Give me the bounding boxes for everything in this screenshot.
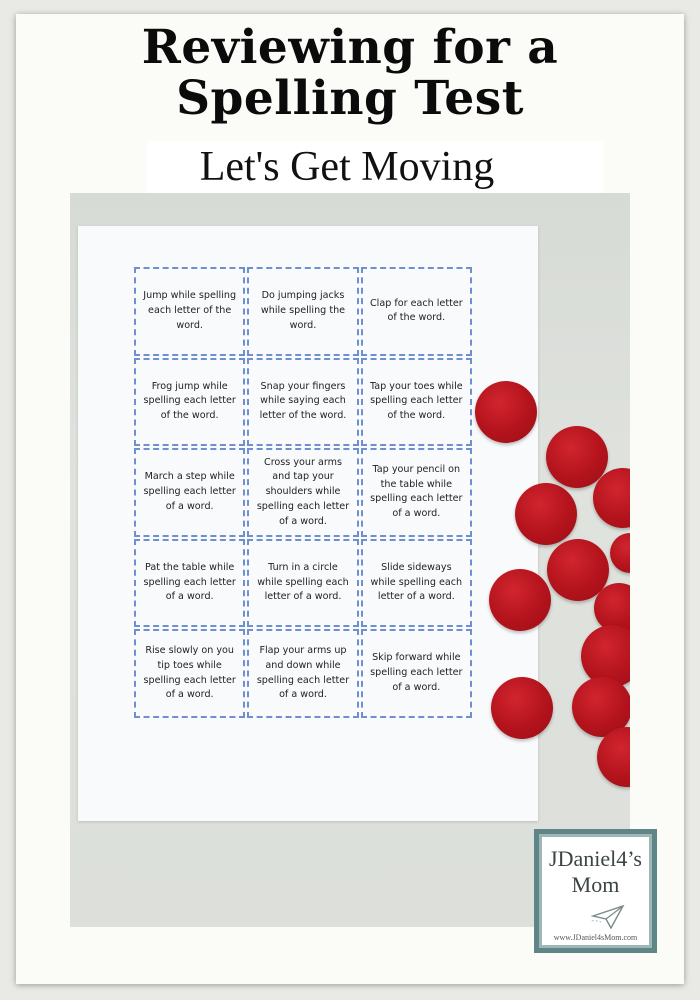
photo	[70, 193, 630, 927]
red-counter-chip	[515, 483, 577, 545]
activity-grid	[133, 266, 473, 719]
activity-cell: Turn in a circle while spelling each letter of a word.	[247, 539, 358, 628]
activity-cell: Pat the table while spelling each letter of a word.	[134, 539, 245, 628]
activity-cell: March a step while spelling each letter of a word.	[134, 448, 245, 537]
red-counter-chip	[491, 677, 553, 739]
activity-cell: Skip forward while spelling each letter of a word.	[361, 629, 472, 718]
title-line-2: Spelling Test	[176, 71, 524, 126]
logo-url: www.JDaniel4sMom.com	[553, 933, 638, 942]
activity-cell: Tap your toes while spelling each letter of the word.	[361, 358, 472, 447]
logo-line-1: JDaniel4’s	[549, 846, 642, 871]
site-logo	[534, 829, 657, 953]
subtitle: Let's Get Moving	[199, 144, 495, 190]
activity-cell: Do jumping jacks while spelling the word.	[247, 267, 358, 356]
red-counter-chip	[475, 381, 537, 443]
activity-cell: Cross your arms and tap your shoulders while spelling each letter of a word.	[247, 448, 358, 537]
activity-cell: Snap your fingers while saying each letter of the word.	[247, 358, 358, 447]
activity-cell: Clap for each letter of the word.	[361, 267, 472, 356]
activity-cell: Flap your arms up and down while spelling each letter of a word.	[247, 629, 358, 718]
activity-cell: Slide sideways while spelling each letter of a word.	[361, 539, 472, 628]
red-counter-chip	[610, 533, 630, 573]
worksheet-paper	[78, 226, 538, 821]
logo-text	[539, 846, 652, 898]
activity-cell: Frog jump while spelling each letter of the word.	[134, 358, 245, 447]
paper-plane-icon	[591, 904, 625, 930]
title-line-1: Reviewing for a	[141, 20, 559, 75]
page-title	[0, 22, 700, 124]
logo-line-2: Mom	[571, 872, 620, 897]
activity-cell: Tap your pencil on the table while spelling each letter of a word.	[361, 448, 472, 537]
activity-cell: Rise slowly on you tip toes while spelling each letter of a word.	[134, 629, 245, 718]
activity-cell: Jump while spelling each letter of the word.	[134, 267, 245, 356]
red-counter-chip	[489, 569, 551, 631]
